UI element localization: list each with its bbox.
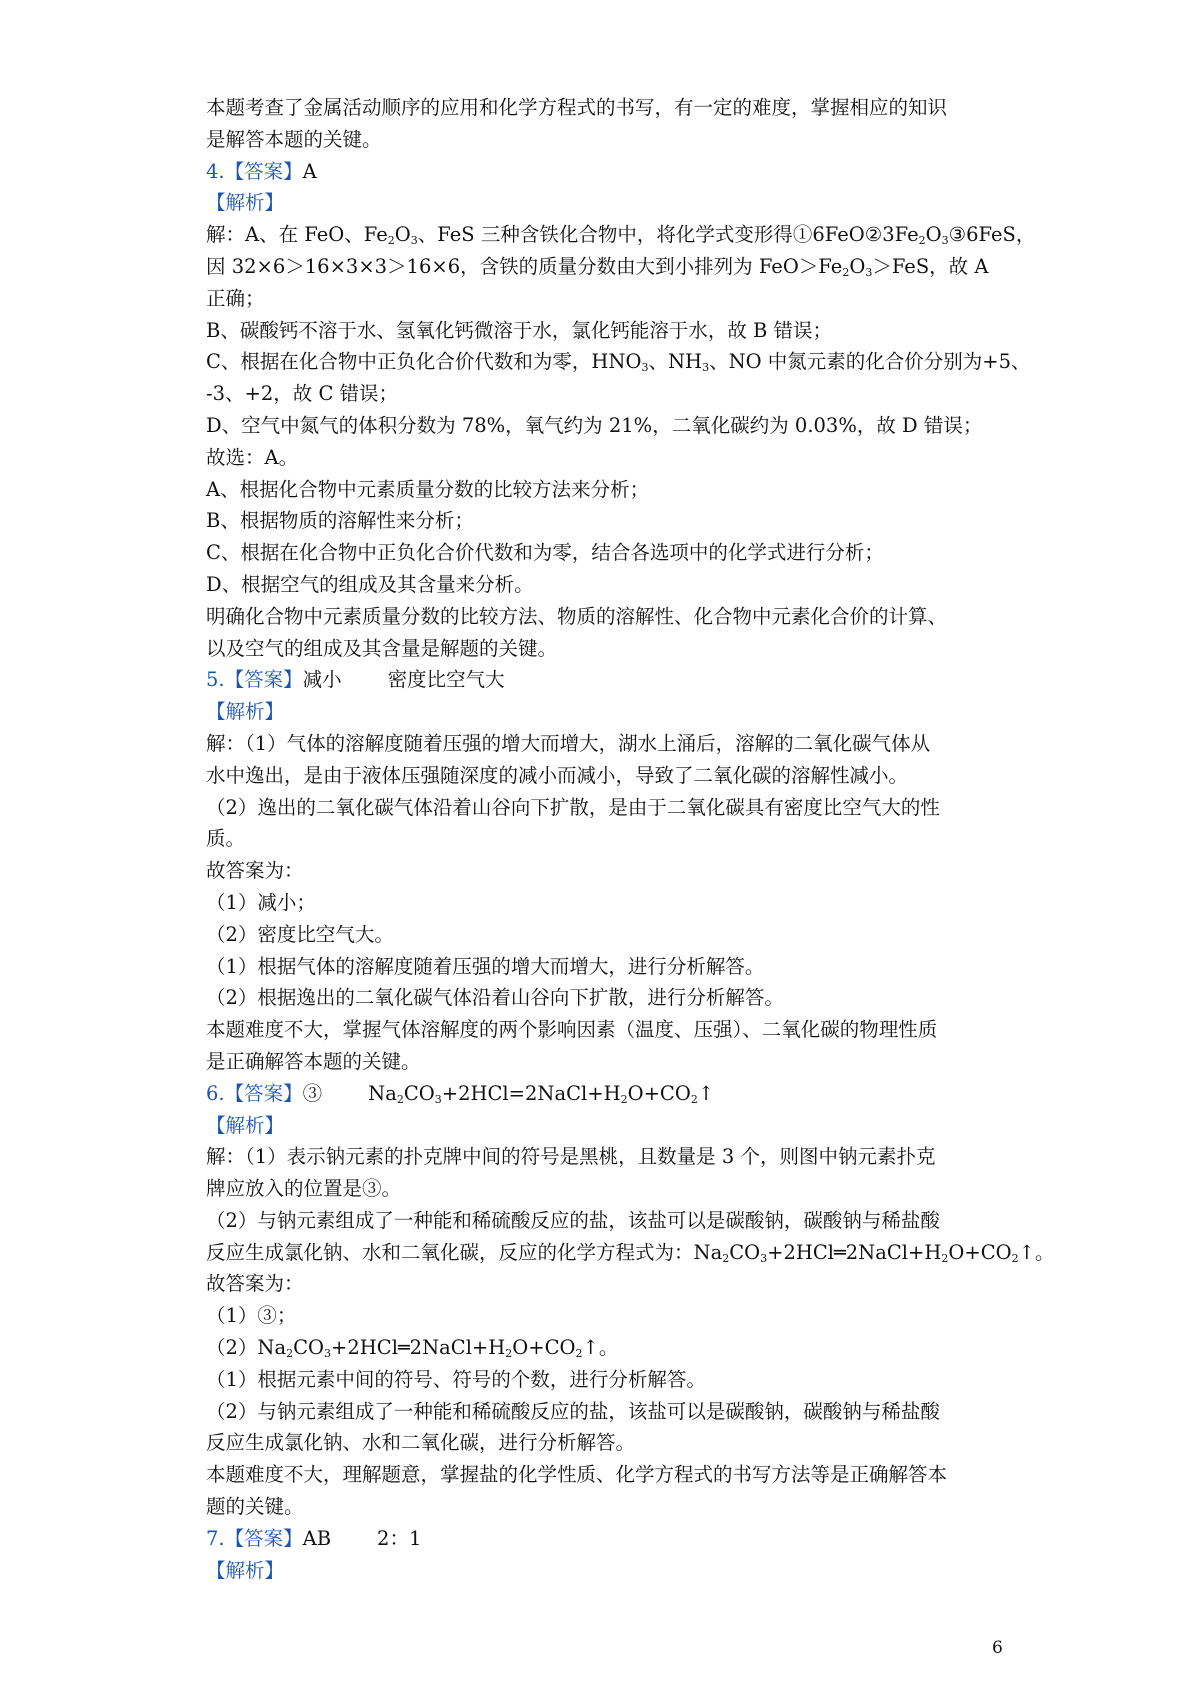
question-number: 6. (206, 1081, 225, 1105)
answer-value: 密度比空气大 (387, 668, 505, 692)
q7-answer-line (206, 1523, 1006, 1555)
analysis-line: D、根据空气的组成及其含量来分析。 (206, 572, 534, 596)
analysis-line: （2）密度比空气大。 (206, 922, 394, 946)
analysis-line: 反应生成氯化钠、水和二氧化碳，反应的化学方程式为：$Na_2CO_3+2HCl═2NaCl+H_2O+CO_2↑$。 (206, 1240, 1055, 1265)
analysis-line: （2）与钠元素组成了一种能和稀硫酸反应的盐，该盐可以是碳酸钠，碳酸钠与稀盐酸 (206, 1208, 940, 1232)
analysis-line: 质。 (206, 827, 246, 851)
analysis-line: $(2)Na_2CO_3+2HCl═2NaCl+H_2O+CO_2↑$。 (206, 1336, 619, 1361)
answer-equation: $Na_2CO_3+2HCl=2NaCl+H_2O+CO_2↑$ (368, 1081, 715, 1106)
q5-answer-line (206, 664, 1006, 696)
analysis-line: 以及空气的组成及其含量是解题的关键。 (206, 636, 558, 660)
analysis-line: （2）逸出的二氧化碳气体沿着山谷向下扩散，是由于二氧化碳具有密度比空气大的性 (206, 795, 940, 819)
question-number: 7. (206, 1526, 225, 1550)
analysis-line: 解：（1）表示钠元素的扑克牌中间的符号是黑桃，且数量是 3 个，则图中钠元素扑克 (206, 1145, 936, 1169)
intro-line: 是解答本题的关键。 (206, 127, 382, 151)
question-number: 4. (206, 159, 225, 183)
answer-tag: 【答案】 (224, 159, 303, 183)
document-body (206, 92, 1055, 1586)
analysis-line: 故答案为： (206, 859, 304, 883)
answer-value: A (302, 159, 317, 183)
answer-value: ③ (302, 1081, 323, 1105)
answer-value: AB (302, 1526, 332, 1550)
analysis-line: 牌应放入的位置是③。 (206, 1177, 402, 1201)
analysis-tag: 【解析】 (206, 191, 285, 215)
question-number: 5. (206, 668, 225, 692)
analysis-line: 解：（1）气体的溶解度随着压强的增大而增大，湖水上涌后，溶解的二氧化碳气体从 (206, 731, 931, 755)
analysis-line: B、碳酸钙不溶于水、氢氧化钙微溶于水，氯化钙能溶于水，故 B 错误； (206, 318, 833, 342)
analysis-line: 因 32×6＞16×3×3＞16×6，含铁的质量分数由大到小排列为 $FeO>Fe_2O_3>FeS$，故 A (206, 254, 989, 279)
answer-tag: 【答案】 (224, 668, 303, 692)
analysis-line: （1）③； (206, 1304, 297, 1328)
analysis-tag: 【解析】 (206, 1113, 285, 1137)
analysis-line: （1）根据气体的溶解度随着压强的增大而增大，进行分析解答。 (206, 954, 765, 978)
q4-answer-line (206, 156, 1006, 188)
q6-answer-line (206, 1078, 1006, 1110)
analysis-line: 本题难度不大，理解题意，掌握盐的化学性质、化学方程式的书写方法等是正确解答本 (206, 1463, 948, 1487)
page-number: 6 (992, 1638, 1003, 1658)
analysis-line: 反应生成氯化钠、水和二氧化碳，进行分析解答。 (206, 1431, 636, 1455)
analysis-line: 是正确解答本题的关键。 (206, 1049, 421, 1073)
answer-tag: 【答案】 (224, 1526, 303, 1550)
answer-tag: 【答案】 (224, 1081, 303, 1105)
analysis-line: （2）与钠元素组成了一种能和稀硫酸反应的盐，该盐可以是碳酸钠，碳酸钠与稀盐酸 (206, 1399, 940, 1423)
analysis-line: 正确； (206, 286, 265, 310)
answer-value: 减小 (302, 668, 342, 692)
analysis-line: 明确化合物中元素质量分数的比较方法、物质的溶解性、化合物中元素化合价的计算、 (206, 604, 948, 628)
intro-line: 本题考查了金属活动顺序的应用和化学方程式的书写，有一定的难度，掌握相应的知识 (206, 96, 948, 119)
analysis-line: C、根据在化合物中正负化合价代数和为零，$HNO_3$、$NH_3$、NO 中氮元素的化合价分别为+5、 (206, 350, 1031, 375)
analysis-line: 题的关键。 (206, 1495, 304, 1519)
analysis-line: 故选：A。 (206, 445, 299, 469)
analysis-line: D、空气中氮气的体积分数为 78%，氧气约为 21%，二氧化碳约为 0.03%，故 D 错误； (206, 413, 983, 437)
analysis-line: -3、+2，故 C 错误； (206, 382, 399, 406)
analysis-line: 解：A、在 FeO、$Fe_2O_3$、FeS 三种含铁化合物中，将化学式变形得$①6FeO②3Fe_2O_3③6FeS$， (206, 223, 1036, 248)
analysis-tag: 【解析】 (206, 1558, 285, 1582)
analysis-line: （2）根据逸出的二氧化碳气体沿着山谷向下扩散，进行分析解答。 (206, 986, 784, 1010)
analysis-line: （1）根据元素中间的符号、符号的个数，进行分析解答。 (206, 1367, 706, 1391)
analysis-line: 本题难度不大，掌握气体溶解度的两个影响因素（温度、压强）、二氧化碳的物理性质 (206, 1018, 938, 1042)
answer-value: 2：1 (377, 1526, 422, 1550)
analysis-line: 故答案为： (206, 1272, 304, 1296)
analysis-tag: 【解析】 (206, 700, 285, 724)
analysis-line: A、根据化合物中元素质量分数的比较方法来分析； (206, 477, 650, 501)
analysis-line: C、根据在化合物中正负化合价代数和为零，结合各选项中的化学式进行分析； (206, 541, 884, 565)
analysis-line: B、根据物质的溶解性来分析； (206, 509, 474, 533)
analysis-line: 水中逸出，是由于液体压强随深度的减小而减小，导致了二氧化碳的溶解性减小。 (206, 763, 909, 787)
analysis-line: （1）减小； (206, 890, 316, 914)
